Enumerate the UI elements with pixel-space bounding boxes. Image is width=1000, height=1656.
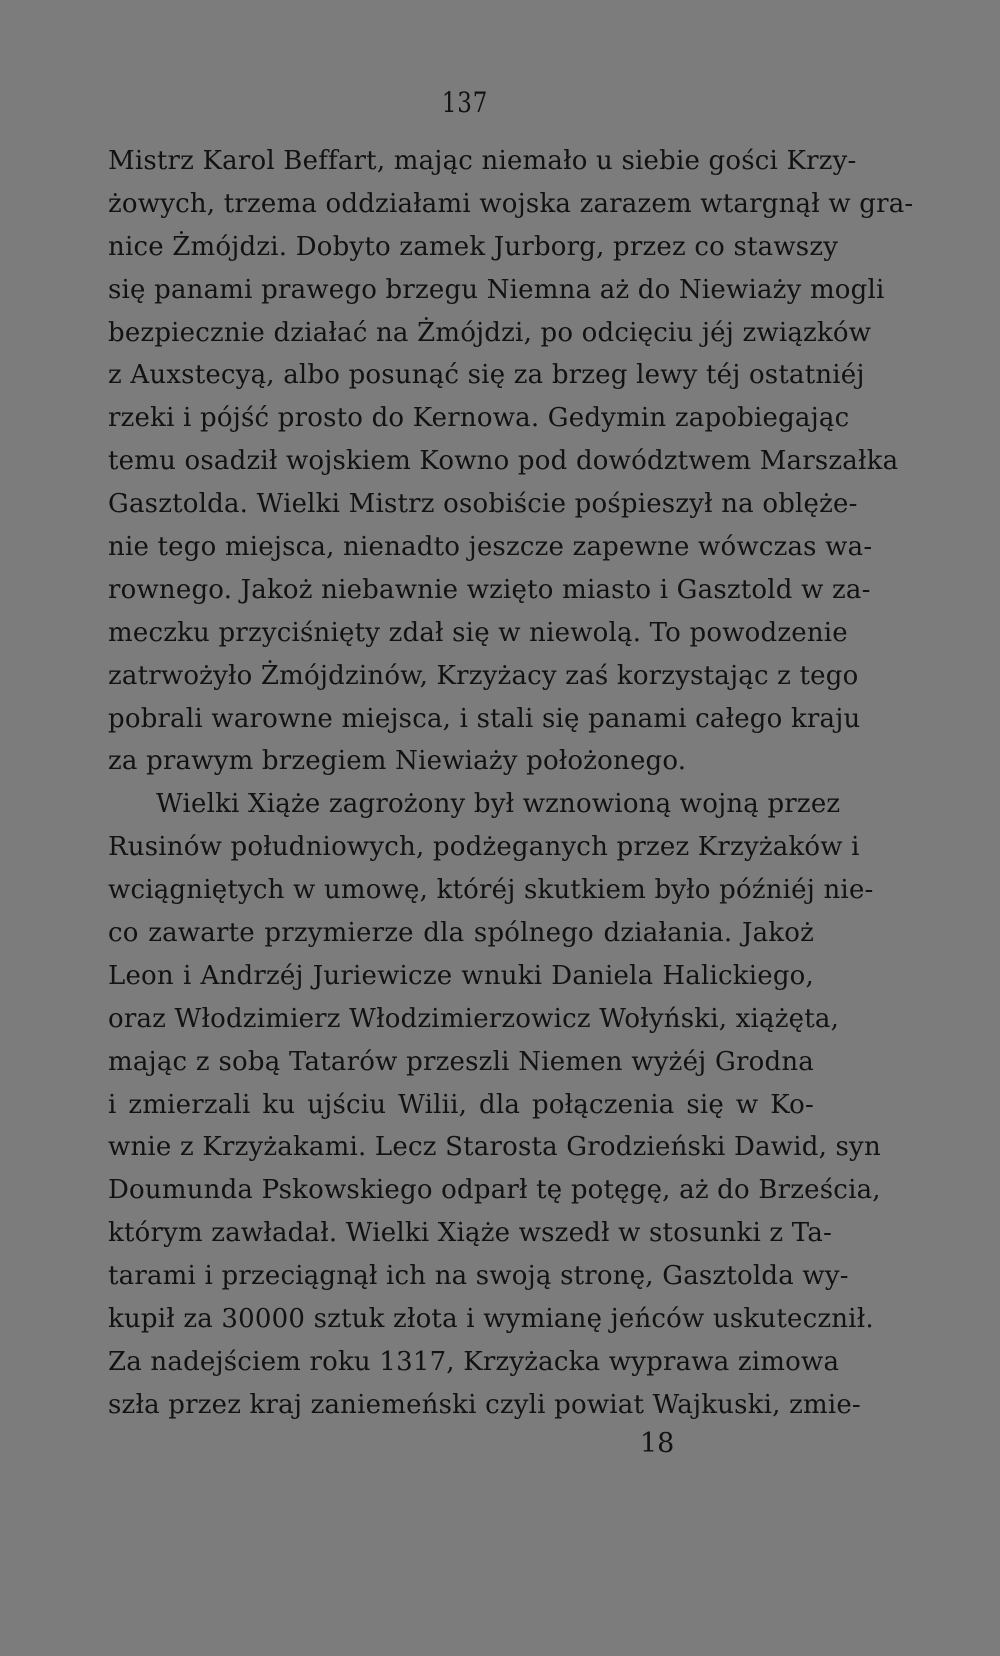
- text-line: nie tego miejsca, nienadto jeszcze zapewne wówczas wa-: [108, 532, 873, 563]
- page-number: 137: [441, 86, 489, 119]
- text-line: oraz Włodzimierz Włodzimierzowicz Wołyński, xiążęta,: [108, 1003, 840, 1034]
- signature-mark: 18: [640, 1428, 675, 1459]
- text-line: Wielki Xiąże zagrożony był wznowioną wojną przez: [156, 789, 841, 820]
- text-line: Doumunda Pskowskiego odparł tę potęgę, aż do Brześcia,: [108, 1175, 881, 1206]
- text-line: pobrali warowne miejsca, i stali się panami całego kraju: [108, 703, 861, 734]
- text-line: Za nadejściem roku 1317, Krzyżacka wyprawa zimowa: [108, 1346, 840, 1377]
- text-line: kupił za 30000 sztuk złota i wymianę jeńców uskutecznił.: [108, 1304, 874, 1335]
- paragraph-1: [108, 140, 914, 783]
- text-line: Leon i Andrzéj Juriewicze wnuki Daniela Halickiego,: [108, 960, 814, 991]
- text-line: mając z sobą Tatarów przeszli Niemen wyżéj Grodna: [108, 1046, 814, 1077]
- text-line: się panami prawego brzegu Niemna aż do Niewiaży mogli: [108, 274, 885, 305]
- text-line: Gasztolda. Wielki Mistrz osobiście pośpieszył na oblęże-: [108, 489, 858, 520]
- text-line: wnie z Krzyżakami. Lecz Starosta Grodzieński Dawid, syn: [108, 1132, 881, 1163]
- text-line: Mistrz Karol Beffart, mając niemało u siebie gości Krzy-: [108, 146, 857, 176]
- text-line: szła przez kraj zaniemeński czyli powiat Wajkuski, zmie-: [108, 1389, 861, 1420]
- text-line: Rusinów południowych, podżeganych przez Krzyżaków i: [108, 832, 860, 863]
- text-line: zatrwożyło Żmójdzinów, Krzyżacy zaś korzystając z tego: [108, 660, 859, 691]
- text-line: rzeki i pójść prosto do Kernowa. Gedymin zapobiegając: [108, 403, 850, 434]
- text-line: tarami i przeciągnął ich na swoją stronę, Gasztolda wy-: [108, 1261, 849, 1292]
- text-line: meczku przyciśnięty zdał się w niewolą. To powodzenie: [108, 617, 848, 648]
- text-line: i zmierzali ku ujściu Wilii, dla połączenia się w Ko-: [108, 1089, 814, 1120]
- text-line: którym zawładał. Wielki Xiąże wszedł w stosunki z Ta-: [108, 1218, 833, 1249]
- paragraph-2: [108, 783, 881, 1426]
- text-line: żowych, trzema oddziałami wojska zarazem wtargnął w gra-: [108, 188, 914, 219]
- text-line: bezpiecznie działać na Żmójdzi, po odcięciu jéj związków: [108, 317, 872, 348]
- text-line: temu osadził wojskiem Kowno pod dowództwem Marszałka: [108, 446, 899, 477]
- text-line: za prawym brzegiem Niewiaży położonego.: [108, 746, 687, 777]
- text-line: wciągniętych w umowę, któréj skutkiem było późniéj nie-: [108, 875, 874, 906]
- text-line: nice Żmójdzi. Dobyto zamek Jurborg, przez co stawszy: [108, 231, 839, 262]
- text-line: co zawarte przymierze dla spólnego działania. Jakoż: [108, 918, 814, 949]
- text-line: rownego. Jakoż niebawnie wzięto miasto i Gasztold w za-: [108, 574, 871, 605]
- body-text: [108, 140, 914, 1427]
- text-line: z Auxstecyą, albo posunąć się za brzeg lewy téj ostatniéj: [108, 360, 865, 391]
